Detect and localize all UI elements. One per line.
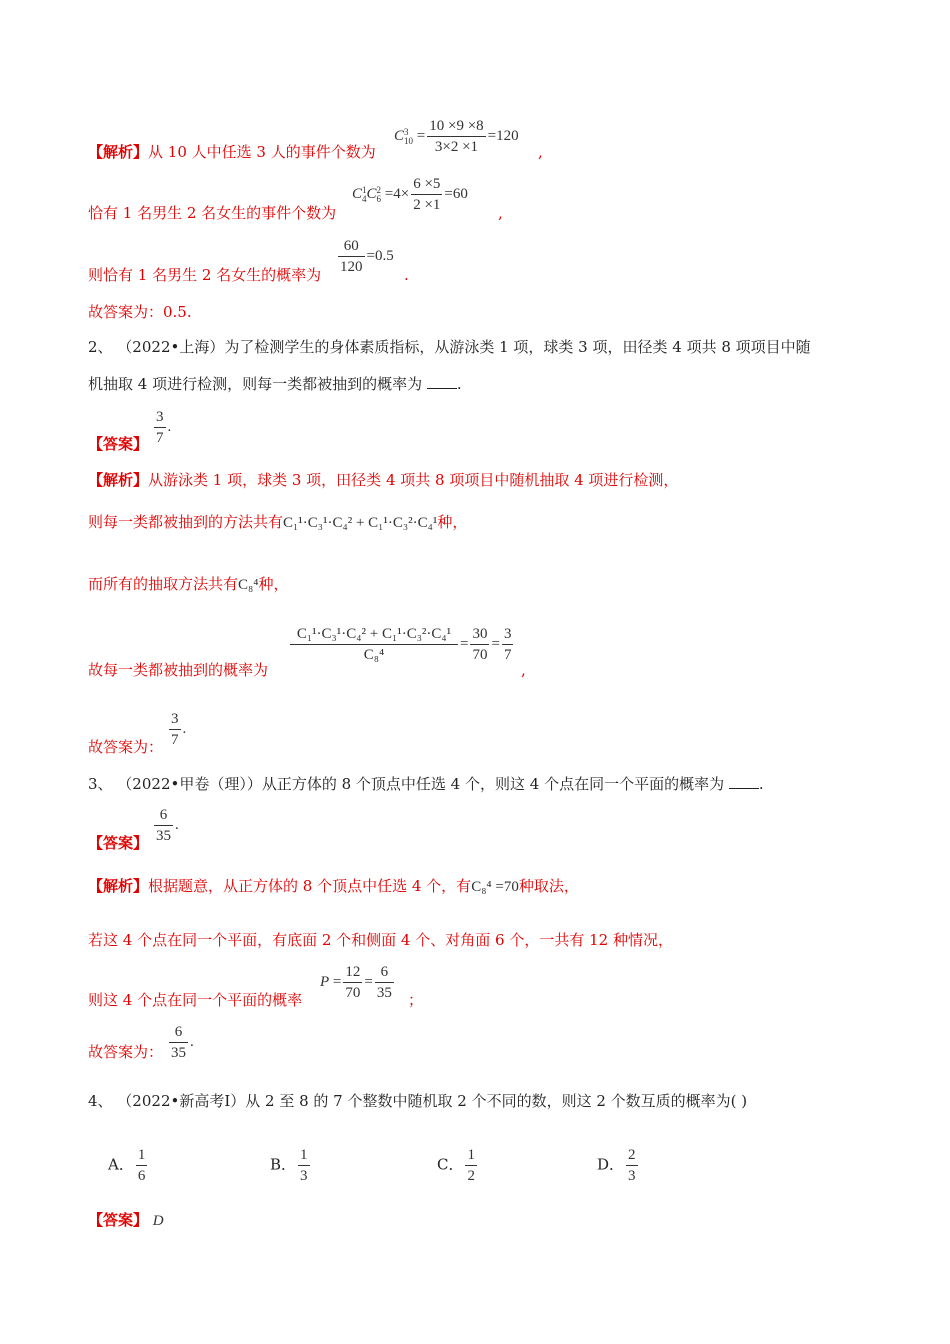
answer-value: D xyxy=(152,1213,164,1229)
q3-j1-end: 种取法， xyxy=(518,877,579,895)
option-label: A． xyxy=(108,1155,134,1174)
frac-num: 6 xyxy=(174,1024,183,1040)
frac-den: 3 xyxy=(298,1165,310,1186)
answer-tag: 【答案】 xyxy=(88,1211,149,1229)
q2-final-fraction xyxy=(167,709,186,750)
q3-line1-text: 3、 （2022•甲卷（理））从正方体的 8 个顶点中任选 4 个，则这 4 个点在同一个平面的概率为 xyxy=(88,775,725,793)
s1-formula2: C 1 4 C 2 6 =4× $\frac{6 \times 5}{2 \times 1}$ =60 xyxy=(352,176,468,213)
frac-num: 6 xyxy=(159,807,168,823)
q3-jiexi-line3: 则这 4 个点在同一个平面的概率 xyxy=(88,991,303,1009)
q3-jiexi-line2: 若这 4 个点在同一个平面，有底面 2 个和侧面 4 个、对角面 6 个，一共有 12 种情况， xyxy=(88,931,673,949)
q2-final: 故答案为： xyxy=(88,738,164,756)
q2-j3-end: 种， xyxy=(258,575,289,593)
s1-formula1: C 3 10 = $\frac{10 \times 9 \times 8}{3\times 2 \times 1}$ =120 xyxy=(394,118,519,155)
q2-jiexi-line3 xyxy=(88,574,289,595)
formula-sup: 3 xyxy=(404,126,409,137)
frac-num: 12 xyxy=(345,964,361,980)
formula-result: =60 xyxy=(444,185,468,202)
q2-jiexi-line4: 故每一类都被抽到的概率为 xyxy=(88,661,269,679)
frac-num: 1 xyxy=(467,1147,475,1163)
frac-num: 1 xyxy=(300,1147,308,1163)
frac-num: 60 xyxy=(343,238,359,254)
option-label: C． xyxy=(437,1155,464,1174)
q2-line2-text: 机抽取 4 项进行检测，则每一类都被抽到的概率为 xyxy=(88,375,423,393)
q2-j3-text: 而所有的抽取方法共有 xyxy=(88,575,239,593)
q2-j2-end: 种， xyxy=(437,513,468,531)
frac-den: 3 xyxy=(626,1165,638,1186)
q3-final-fraction xyxy=(167,1022,194,1063)
q3-line1 xyxy=(88,774,764,794)
answer-paren: ( ) xyxy=(730,1092,748,1110)
frac-den: 7 xyxy=(154,427,166,448)
option-c[interactable] xyxy=(437,1145,479,1186)
q3-final: 故答案为： xyxy=(88,1043,164,1061)
frac-den: 70 xyxy=(470,644,489,665)
answer-end: . xyxy=(175,816,179,833)
q2-jiexi-text: 从游泳类 1 项，球类 3 项，田径类 4 项共 8 项项目中随机抽取 4 项进行检测， xyxy=(148,471,679,489)
q4-answer xyxy=(88,1210,164,1231)
frac-num: 1 xyxy=(137,1147,146,1163)
frac-den: 6 xyxy=(136,1165,148,1186)
answer-tag: 【答案】 xyxy=(88,834,149,852)
q2-j2-text: 则每一类都被抽到的方法共有 xyxy=(88,513,284,531)
jiexi-tag: 【解析】 xyxy=(88,143,149,161)
option-label: D． xyxy=(597,1155,625,1174)
formula-result: =120 xyxy=(487,127,519,144)
s1-line1-text: 从 10 人中任选 3 人的事件个数为 xyxy=(148,143,376,161)
q4-line1 xyxy=(88,1091,747,1111)
s1-line2: 恰有 1 名男生 2 名女生的事件个数为 xyxy=(88,204,337,222)
option-d[interactable] xyxy=(597,1145,640,1186)
formula-sub: 4 xyxy=(362,193,367,204)
frac-num: 3 xyxy=(503,626,512,642)
q2-answer xyxy=(88,434,148,454)
frac-num: 2 xyxy=(628,1147,636,1163)
frac-num: 30 xyxy=(472,626,488,642)
frac-num: 6 ×5 xyxy=(413,176,441,192)
formula-sub: 10 xyxy=(404,135,414,146)
s1-answer: 故答案为：0.5. xyxy=(88,303,192,321)
fraction xyxy=(411,174,442,215)
frac-den: 35 xyxy=(154,825,173,846)
q3-line1-end: . xyxy=(758,775,764,793)
q2-jiexi-line2 xyxy=(88,512,467,533)
q2-line2 xyxy=(88,374,462,394)
frac-num: 3 xyxy=(171,711,179,727)
q3-answer-fraction xyxy=(152,805,179,846)
q3-answer xyxy=(88,833,148,853)
q2-j4-end: , xyxy=(521,661,526,679)
frac-den: 70 xyxy=(343,982,362,1003)
frac-den: 7 xyxy=(502,644,514,665)
q2-answer-fraction xyxy=(152,407,171,448)
formula-sup: 2 xyxy=(376,184,382,195)
q2-probability-formula: $\frac{\text{C₁¹·C₃¹·C₄² + C₁¹·C₃²·C₄¹}}{\text{C₈⁴}}$ = $\frac{30}{70}$ = $\frac{3}{7}$ xyxy=(288,624,515,665)
s1-line2-end: , xyxy=(498,204,503,222)
formula-sub: 6 xyxy=(376,193,382,204)
frac-den: 2 ×1 xyxy=(411,194,442,215)
jiexi-tag: 【解析】 xyxy=(88,471,149,489)
frac-num: C₁¹·C₃¹·C₄² + C₁¹·C₃²·C₄¹ xyxy=(296,626,452,642)
frac-den: C₈⁴ xyxy=(290,644,458,665)
answer-tag: 【答案】 xyxy=(88,435,149,453)
frac-den: 3×2 ×1 xyxy=(427,136,485,157)
probability-symbol: P xyxy=(320,973,330,990)
q2-line1: 2、 （2022•上海）为了检测学生的身体素质指标，从游泳类 1 项，球类 3 项，田径类 4 项共 8 项项目中随 xyxy=(88,338,811,356)
option-b[interactable] xyxy=(270,1145,312,1186)
q2-line2-end: . xyxy=(456,375,462,393)
frac-num: 10 ×9 ×8 xyxy=(429,118,484,134)
final-end: . xyxy=(190,1033,194,1050)
formula-mid: =4× xyxy=(384,185,410,202)
answer-blank xyxy=(729,776,759,789)
frac-den: 35 xyxy=(375,982,394,1003)
fraction xyxy=(338,236,365,277)
final-end: . xyxy=(182,720,187,737)
option-label: B． xyxy=(270,1155,297,1174)
q3-probability-formula: P = $\frac{12}{70}$ = $\frac{6}{35}$ xyxy=(320,964,392,1001)
s1-line1-end: , xyxy=(538,143,543,161)
s1-line3: 则恰有 1 名男生 2 名女生的概率为 xyxy=(88,266,322,284)
frac-den: 2 xyxy=(465,1165,477,1186)
frac-den: 7 xyxy=(169,729,181,750)
combination-formula: C₈⁴ xyxy=(238,577,259,593)
frac-den: 120 xyxy=(338,256,365,277)
frac-den: 35 xyxy=(169,1042,188,1063)
s1-formula3 xyxy=(336,236,394,277)
q3-j3-end: ； xyxy=(408,991,424,1009)
q2-jiexi-line1 xyxy=(88,470,678,490)
q3-j1-text: 根据题意，从正方体的 8 个顶点中任选 4 个，有 xyxy=(148,877,472,895)
answer-blank xyxy=(427,376,457,389)
frac-num: 3 xyxy=(156,409,164,425)
s1-line1 xyxy=(88,142,376,162)
jiexi-tag: 【解析】 xyxy=(88,877,149,895)
fraction xyxy=(427,116,485,157)
frac-num: 6 xyxy=(380,964,389,980)
combination-formula: C₈⁴ =70 xyxy=(471,879,519,895)
q4-line1-text: 4、 （2022•新高考Ⅰ）从 2 至 8 的 7 个整数中随机取 2 个不同的数，则这 2 个数互质的概率为 xyxy=(88,1092,731,1110)
formula-result: =0.5 xyxy=(366,247,394,264)
answer-end: . xyxy=(167,418,172,435)
option-a[interactable] xyxy=(108,1145,149,1186)
s1-line3-end: . xyxy=(404,266,409,284)
q3-jiexi-line1 xyxy=(88,876,579,897)
formula-sup: 1 xyxy=(362,184,367,195)
combination-formula: C₁¹·C₃¹·C₄² + C₁¹·C₃²·C₄¹ xyxy=(283,515,438,531)
